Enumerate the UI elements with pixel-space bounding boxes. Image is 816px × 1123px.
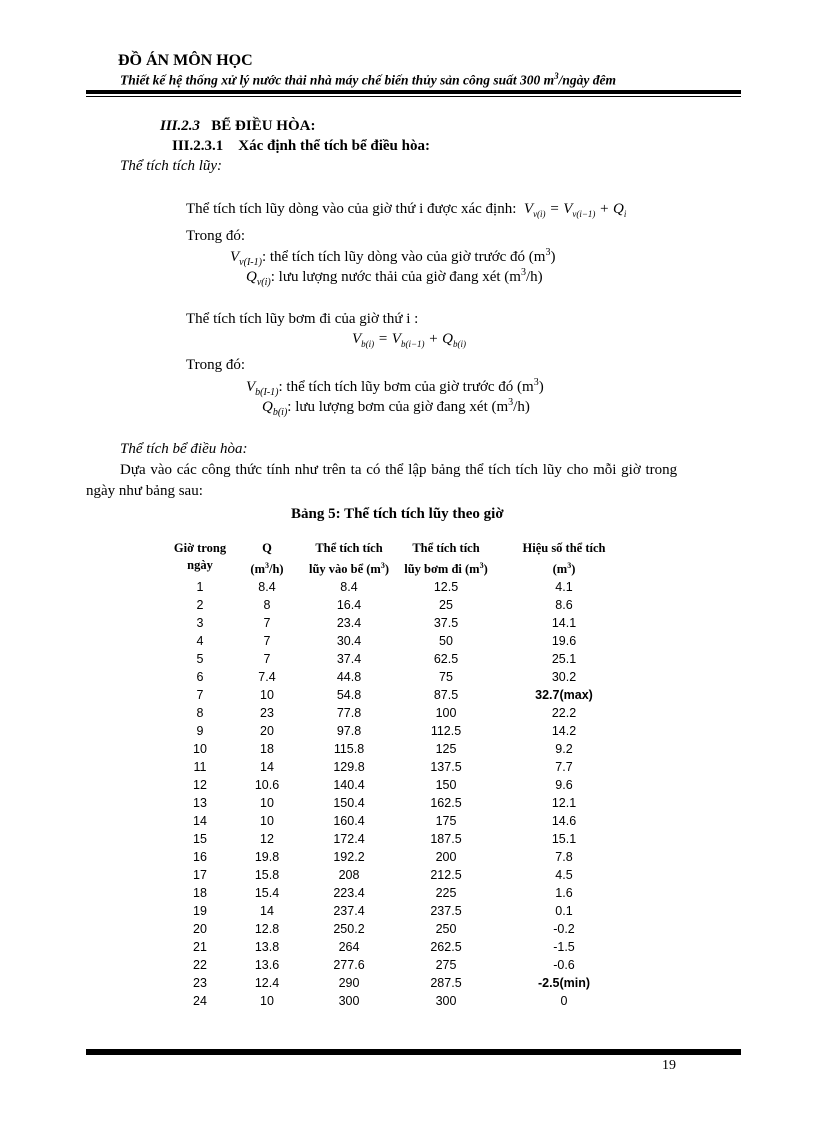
table-cell: 10 <box>260 814 274 829</box>
table-cell: 7 <box>263 652 271 667</box>
where-label: Trong đó: <box>186 228 246 244</box>
table-cell: 16.4 <box>336 598 362 613</box>
table-cell: 277.6 <box>333 958 365 973</box>
table-cell: 8 <box>196 706 204 721</box>
table-cell: 10.6 <box>254 778 280 793</box>
table-row <box>166 992 634 1010</box>
table-cell: 192.2 <box>333 850 365 865</box>
definition-pump-rate: $Q_{b(i)}$: lưu lượng bơm của giờ đang xét $(m^3/h)$ <box>262 397 530 418</box>
table-cell: 54.8 <box>336 688 362 703</box>
table-row <box>166 812 634 830</box>
paragraph-line: ngày như bảng sau: <box>86 483 203 499</box>
table-row <box>166 758 634 776</box>
table-row <box>166 776 634 794</box>
table-cell: 22 <box>193 958 207 973</box>
table-cell: 23 <box>260 706 274 721</box>
table-cell: 7.7 <box>555 760 573 775</box>
table-cell: 13.8 <box>254 940 280 955</box>
header-rule-thin <box>86 96 741 97</box>
table-cell: 9 <box>196 724 204 739</box>
table-cell: 15.1 <box>551 832 577 847</box>
table-cell: 18 <box>260 742 274 757</box>
definition-pump-prev: $V_{b(I-1)}$: thể tích tích lũy bơm của giờ trước đó $(m^3)$ <box>246 377 544 398</box>
table-row <box>166 722 634 740</box>
table-cell: 115.8 <box>333 742 365 757</box>
table-cell: 23.4 <box>336 616 362 631</box>
footer-rule <box>86 1049 741 1055</box>
table-cell: 172.4 <box>333 832 365 847</box>
table-cell: 19.6 <box>551 634 577 649</box>
table-cell: -0.2 <box>553 922 575 937</box>
table-cell: 8 <box>263 598 271 613</box>
table-cell: 9.2 <box>555 742 573 757</box>
table-cell: 4.5 <box>555 868 573 883</box>
table-cell: 25 <box>439 598 453 613</box>
column-header: Q $(m^3/h)$ <box>250 541 284 577</box>
table-cell: 30.2 <box>551 670 577 685</box>
table-cell: 112.5 <box>430 724 462 739</box>
table-cell: 14 <box>193 814 207 829</box>
table-header-row <box>166 540 634 578</box>
table-row <box>166 794 634 812</box>
table-row <box>166 866 634 884</box>
table-cell: 237.5 <box>430 904 462 919</box>
table-cell: 11 <box>193 760 207 775</box>
table-cell: 2 <box>196 598 204 613</box>
column-header: Thể tích tích lũy bơm đi $(m^3)$ <box>404 541 488 577</box>
table-row <box>166 650 634 668</box>
table-cell: 200 <box>435 850 457 865</box>
column-header: Giờ trong ngày <box>173 541 227 572</box>
table-cell: 137.5 <box>430 760 462 775</box>
pump-formula: $V_{b(i)} = V_{b(i-1)} + Q_{b(i)}$ <box>352 331 467 349</box>
column-header: Hiệu số thể tích $(m^3)$ <box>522 541 606 577</box>
table-cell: 16 <box>193 850 207 865</box>
table-cell: 14.1 <box>551 616 577 631</box>
table-cell: 4.1 <box>555 580 573 595</box>
table-cell: 287.5 <box>430 976 462 991</box>
table-row <box>166 632 634 650</box>
table-cell: 15 <box>193 832 207 847</box>
document-subtitle: Thiết kế hệ thống xử lý nước thải nhà máy chế biến thủy sản công suất 300 $m^3$/ngày đêm <box>120 71 616 88</box>
table-cell: 140.4 <box>333 778 365 793</box>
table-cell: 50 <box>439 634 453 649</box>
table-cell: 12.5 <box>433 580 459 595</box>
table-cell: 262.5 <box>430 940 462 955</box>
table-cell: 10 <box>260 796 274 811</box>
table-row <box>166 740 634 758</box>
table-cell: 3 <box>196 616 204 631</box>
table-cell: 9.6 <box>555 778 573 793</box>
table-cell: 300 <box>338 994 360 1009</box>
table-cell: 150 <box>435 778 457 793</box>
table-cell: 15.4 <box>254 886 280 901</box>
table-cell: 125 <box>435 742 457 757</box>
page-number: 19 <box>662 1058 676 1073</box>
table-cell: 290 <box>338 976 360 991</box>
table-cell: 37.5 <box>433 616 459 631</box>
table-cell: 175 <box>435 814 457 829</box>
table-cell: 187.5 <box>430 832 462 847</box>
definition-inflow-prev: $V_{v(I-1)}$: thể tích tích lũy dòng vào của giờ trước đó $(m^3)$ <box>230 247 556 268</box>
table-cell: 10 <box>260 688 274 703</box>
table-cell: 20 <box>193 922 207 937</box>
table-cell: -0.6 <box>553 958 575 973</box>
table-cell: 97.8 <box>336 724 362 739</box>
table-cell: 12 <box>260 832 274 847</box>
table-cell: 30.4 <box>336 634 362 649</box>
table-cell: 15.8 <box>254 868 280 883</box>
table-row <box>166 578 634 596</box>
table-cell: 12.8 <box>254 922 280 937</box>
table-cell: 6 <box>196 670 204 685</box>
table-row <box>166 920 634 938</box>
table-cell: 12.1 <box>551 796 577 811</box>
document-title: ĐỒ ÁN MÔN HỌC <box>118 52 253 69</box>
table-cell: 75 <box>439 670 453 685</box>
table-cell: 13 <box>193 796 207 811</box>
table-row <box>166 686 634 704</box>
table-row <box>166 956 634 974</box>
table-cell: 300 <box>435 994 457 1009</box>
table-cell: 1 <box>196 580 204 595</box>
table-row <box>166 938 634 956</box>
table-cell: -2.5(min) <box>537 976 591 991</box>
table-cell: 7 <box>196 688 204 703</box>
tank-heading: Thể tích bể điều hòa: <box>120 441 248 457</box>
table-cell: 21 <box>193 940 207 955</box>
table-row <box>166 902 634 920</box>
where-label: Trong đó: <box>186 357 246 373</box>
table-cell: 10 <box>193 742 207 757</box>
table-cell: 25.1 <box>551 652 577 667</box>
table-cell: 7.4 <box>258 670 276 685</box>
section-heading: III.2.3 BỂ ĐIỀU HÒA: <box>160 118 316 134</box>
table-cell: 275 <box>435 958 457 973</box>
table-cell: 23 <box>193 976 207 991</box>
table-row <box>166 668 634 686</box>
pump-sentence: Thể tích tích lũy bơm đi của giờ thứ i : <box>186 311 419 327</box>
subsection-heading: III.2.3.1 Xác định thể tích bể điều hòa: <box>172 138 430 154</box>
table-cell: 87.5 <box>433 688 459 703</box>
table-body <box>166 578 634 1010</box>
table-row <box>166 884 634 902</box>
table-cell: 18 <box>193 886 207 901</box>
table-cell: 250.2 <box>333 922 365 937</box>
table-cell: 223.4 <box>333 886 365 901</box>
table-cell: 14 <box>260 760 274 775</box>
table-cell: 14 <box>260 904 274 919</box>
table-row <box>166 704 634 722</box>
table-cell: 160.4 <box>333 814 365 829</box>
table-cell: 5 <box>196 652 204 667</box>
table-caption: Bảng 5: Thể tích tích lũy theo giờ <box>291 506 504 522</box>
table-cell: 12 <box>193 778 207 793</box>
table-cell: 44.8 <box>336 670 362 685</box>
table-cell: 7.8 <box>555 850 573 865</box>
table-cell: 32.7(max) <box>535 688 593 703</box>
table-cell: 7 <box>263 634 271 649</box>
table-row <box>166 848 634 866</box>
column-header: Thể tích tích lũy vào bể $(m^3)$ <box>308 541 390 577</box>
cumulative-heading: Thể tích tích lũy: <box>120 158 223 174</box>
inflow-sentence: Thể tích tích lũy dòng vào của giờ thứ i được xác định: $V_{v(i)} = V_{v(i-1)} + Q_i$ <box>186 201 627 219</box>
table-cell: 8.6 <box>555 598 573 613</box>
table-cell: 62.5 <box>433 652 459 667</box>
table-cell: 14.2 <box>551 724 577 739</box>
table-cell: 12.4 <box>254 976 280 991</box>
table-cell: 1.6 <box>555 886 573 901</box>
table-cell: 150.4 <box>333 796 365 811</box>
table-cell: 162.5 <box>430 796 462 811</box>
table-cell: 0.1 <box>555 904 573 919</box>
table-cell: 4 <box>196 634 204 649</box>
table-cell: 14.6 <box>551 814 577 829</box>
table-cell: -1.5 <box>553 940 575 955</box>
table-cell: 19 <box>193 904 207 919</box>
table-cell: 0 <box>560 994 568 1009</box>
table-cell: 237.4 <box>333 904 365 919</box>
table-cell: 8.4 <box>258 580 276 595</box>
paragraph-line: Dựa vào các công thức tính như trên ta có thể lập bảng thể tích tích lũy cho mỗi giờ trong <box>120 462 678 478</box>
table-row <box>166 596 634 614</box>
table-cell: 129.8 <box>333 760 365 775</box>
table-cell: 250 <box>435 922 457 937</box>
table-cell: 24 <box>193 994 207 1009</box>
inflow-formula: $V_{v(i)} = V_{v(i-1)} + Q_i$ <box>523 201 627 219</box>
table-cell: 7 <box>263 616 271 631</box>
table-cell: 17 <box>193 868 207 883</box>
definition-inflow-rate: $Q_{v(i)}$: lưu lượng nước thải của giờ đang xét $(m^3/h)$ <box>246 267 543 288</box>
table-cell: 100 <box>435 706 457 721</box>
table-cell: 212.5 <box>430 868 462 883</box>
table-cell: 22.2 <box>551 706 577 721</box>
table-cell: 264 <box>338 940 360 955</box>
table-cell: 8.4 <box>340 580 358 595</box>
table-cell: 77.8 <box>336 706 362 721</box>
table-cell: 225 <box>435 886 457 901</box>
table-row <box>166 974 634 992</box>
table-cell: 20 <box>260 724 274 739</box>
table-cell: 19.8 <box>254 850 280 865</box>
volume-table <box>166 540 634 1010</box>
table-cell: 37.4 <box>336 652 362 667</box>
table-row <box>166 830 634 848</box>
table-row <box>166 614 634 632</box>
table-cell: 10 <box>260 994 274 1009</box>
table-cell: 13.6 <box>254 958 280 973</box>
table-cell: 208 <box>338 868 360 883</box>
header-rule <box>86 90 741 94</box>
